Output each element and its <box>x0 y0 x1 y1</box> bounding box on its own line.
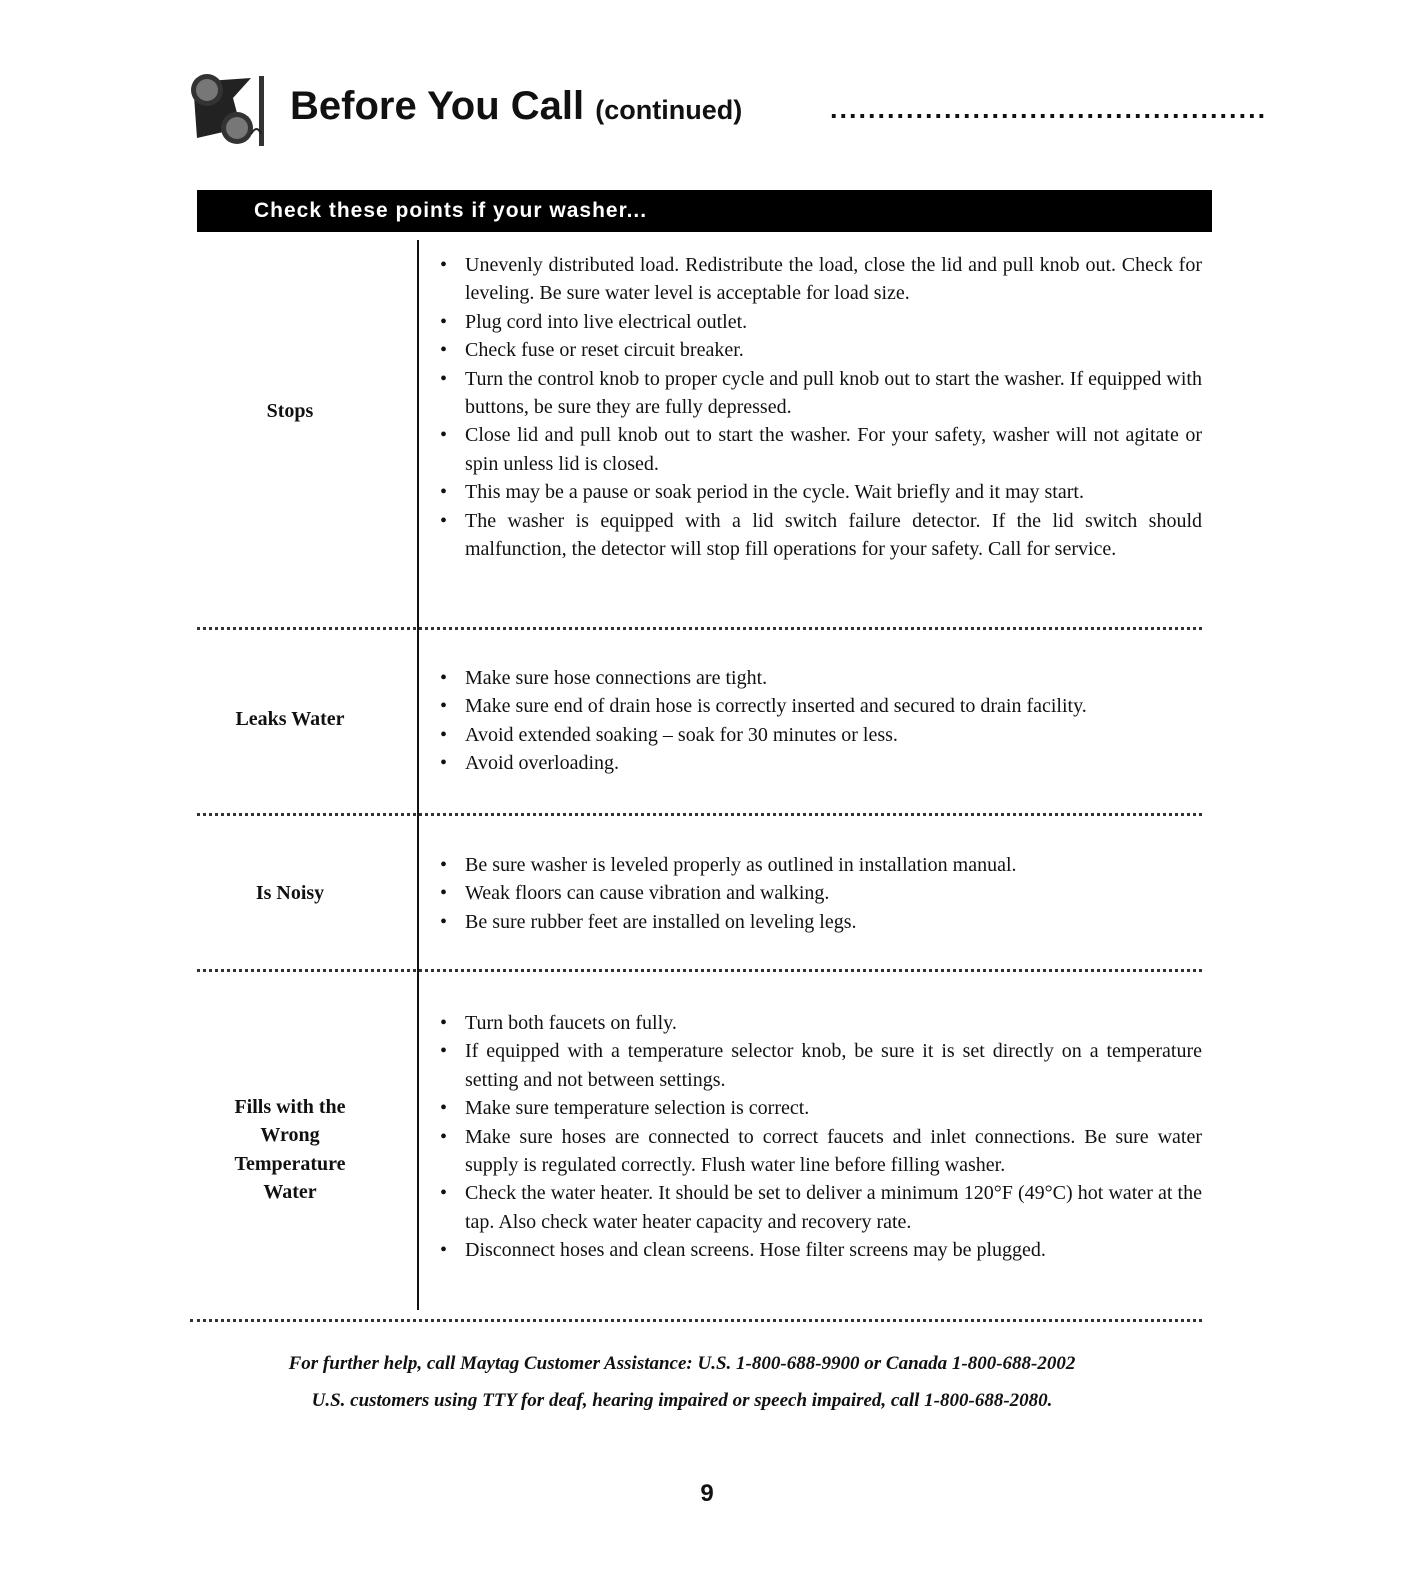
list-item: • Turn the control knob to proper cycle and pull knob out to start the washer. If equipped with buttons, be sure they are fully depressed. <box>440 365 1202 422</box>
list-item: • Be sure rubber feet are installed on leveling legs. <box>440 908 1202 936</box>
list-item: • Check fuse or reset circuit breaker. <box>440 336 1202 364</box>
title-suffix: (continued) <box>595 95 743 125</box>
symptom-label: Stops <box>266 400 314 422</box>
solution-list <box>440 664 1202 778</box>
list-item: • Make sure hoses are connected to correct faucets and inlet connections. Be sure water supply is regulated correctly. Flush water line before filling washer. <box>440 1123 1202 1180</box>
list-item: • Avoid overloading. <box>440 749 1202 777</box>
symptom-label: Is Noisy <box>255 882 325 904</box>
list-item: • Weak floors can cause vibration and walking. <box>440 879 1202 907</box>
list-item: • Disconnect hoses and clean screens. Hose filter screens may be plugged. <box>440 1236 1202 1264</box>
symptom-label: Leaks Water <box>235 708 345 730</box>
help-contact-line: For further help, call Maytag Customer Assistance: U.S. 1-800-688-9900 or Canada 1-800-688-2002 <box>288 1353 1076 1374</box>
telephone-icon <box>185 68 265 150</box>
tty-contact-line: U.S. customers using TTY for deaf, hearing impaired or speech impaired, call 1-800-688-2080. <box>311 1390 1053 1411</box>
page-title <box>290 84 742 129</box>
list-item: • Make sure temperature selection is correct. <box>440 1094 1202 1122</box>
list-item: • Plug cord into live electrical outlet. <box>440 308 1202 336</box>
page-number: 9 <box>700 1480 714 1507</box>
row-divider <box>197 969 1202 972</box>
title-text: Before You Call <box>290 84 585 128</box>
symptom-label: Fills with the Wrong Temperature Water <box>234 1096 346 1204</box>
solution-list <box>440 251 1202 563</box>
list-item: • Make sure end of drain hose is correctly inserted and secured to drain facility. <box>440 692 1202 720</box>
list-item: • This may be a pause or soak period in the cycle. Wait briefly and it may start. <box>440 478 1202 506</box>
list-item: • Avoid extended soaking – soak for 30 minutes or less. <box>440 721 1202 749</box>
list-item: • Unevenly distributed load. Redistribute the load, close the lid and pull knob out. Check for leveling. Be sure water level is acceptable for load size. <box>440 251 1202 308</box>
section-banner <box>197 190 1212 232</box>
solution-list <box>440 851 1202 936</box>
row-divider <box>190 1319 1202 1322</box>
row-divider <box>197 627 1202 630</box>
banner-text: Check these points if your washer... <box>254 199 648 222</box>
list-item: • Turn both faucets on fully. <box>440 1009 1202 1037</box>
list-item: • Make sure hose connections are tight. <box>440 664 1202 692</box>
list-item: • Close lid and pull knob out to start the washer. For your safety, washer will not agitate or spin unless lid is closed. <box>440 421 1202 478</box>
list-item: • Check the water heater. It should be set to deliver a minimum 120°F (49°C) hot water at the tap. Also check water heater capacity and recovery rate. <box>440 1179 1202 1236</box>
list-item: • If equipped with a temperature selector knob, be sure it is set directly on a temperature setting and not between settings. <box>440 1037 1202 1094</box>
list-item: • The washer is equipped with a lid switch failure detector. If the lid switch should malfunction, the detector will stop fill operations for your safety. Call for service. <box>440 507 1202 564</box>
row-divider <box>197 813 1202 816</box>
title-leader-dots: .............................................. <box>830 94 1268 124</box>
column-divider <box>417 240 419 1310</box>
list-item: • Be sure washer is leveled properly as outlined in installation manual. <box>440 851 1202 879</box>
solution-list <box>440 1009 1202 1265</box>
